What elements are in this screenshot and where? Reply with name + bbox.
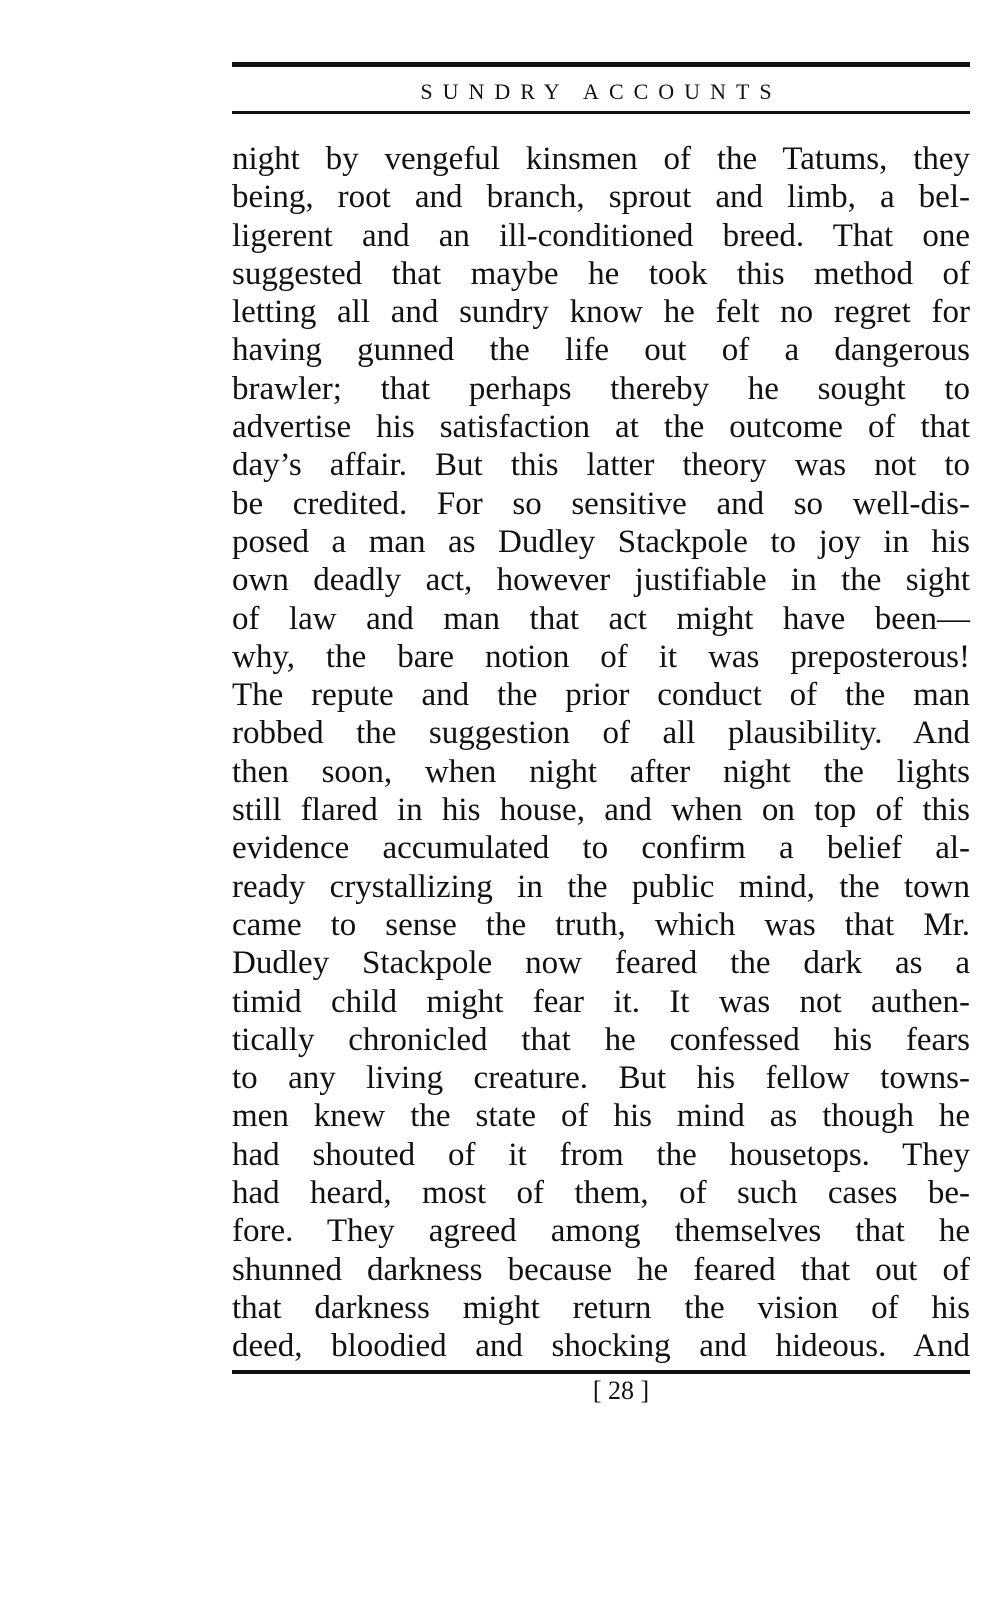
text-line: still flared in his house, and when on top of this: [232, 792, 970, 829]
text-line: being, root and branch, sprout and limb, a bel-: [232, 179, 970, 216]
text-line: that darkness might return the vision of his: [232, 1289, 970, 1326]
page-number: [ 28 ]: [592, 1375, 650, 1405]
text-line: tically chronicled that he confessed his fears: [232, 1021, 970, 1058]
text-line: own deadly act, however justifiable in the sight: [232, 562, 970, 599]
text-line: Dudley Stackpole now feared the dark as a: [232, 945, 970, 982]
text-line: timid child might fear it. It was not authen-: [232, 983, 970, 1020]
text-line: of law and man that act might have been—: [232, 600, 970, 637]
text-line: fore. They agreed among themselves that he: [232, 1213, 970, 1250]
text-line: deed, bloodied and shocking and hideous. And: [232, 1328, 970, 1365]
text-line: then soon, when night after night the lights: [232, 753, 970, 790]
text-line: had shouted of it from the housetops. They: [232, 1136, 970, 1173]
text-line: night by vengeful kinsmen of the Tatums, they: [232, 141, 970, 177]
text-line: having gunned the life out of a dangerous: [232, 332, 970, 369]
text-line: The repute and the prior conduct of the man: [232, 677, 970, 714]
text-line: shunned darkness because he feared that out of: [232, 1251, 970, 1288]
running-head: SUNDRY ACCOUNTS: [420, 79, 782, 104]
text-line: came to sense the truth, which was that Mr.: [232, 906, 970, 943]
text-line: letting all and sundry know he felt no regret for: [232, 294, 970, 331]
header-rule: [232, 111, 970, 114]
text-line: robbed the suggestion of all plausibility. And: [232, 715, 970, 752]
text-line: evidence accumulated to confirm a belief al-: [232, 830, 970, 867]
footer-rule: [232, 1370, 970, 1374]
book-page: [232, 62, 970, 1406]
text-line: why, the bare notion of it was preposterous!: [232, 638, 970, 675]
text-line: be credited. For so sensitive and so well-dis-: [232, 485, 970, 522]
text-line: had heard, most of them, of such cases be-: [232, 1175, 970, 1212]
text-line: men knew the state of his mind as though he: [232, 1098, 970, 1135]
text-line: suggested that maybe he took this method of: [232, 255, 970, 292]
text-line: day’s affair. But this latter theory was not to: [232, 447, 970, 484]
text-line: brawler; that perhaps thereby he sought to: [232, 370, 970, 407]
text-line: advertise his satisfaction at the outcome of that: [232, 409, 970, 446]
text-line: posed a man as Dudley Stackpole to joy in his: [232, 523, 970, 560]
body-text: [232, 140, 970, 1366]
text-line: ready crystallizing in the public mind, the town: [232, 868, 970, 905]
text-line: to any living creature. But his fellow towns-: [232, 1060, 970, 1097]
text-line: ligerent and an ill-conditioned breed. That one: [232, 217, 970, 254]
